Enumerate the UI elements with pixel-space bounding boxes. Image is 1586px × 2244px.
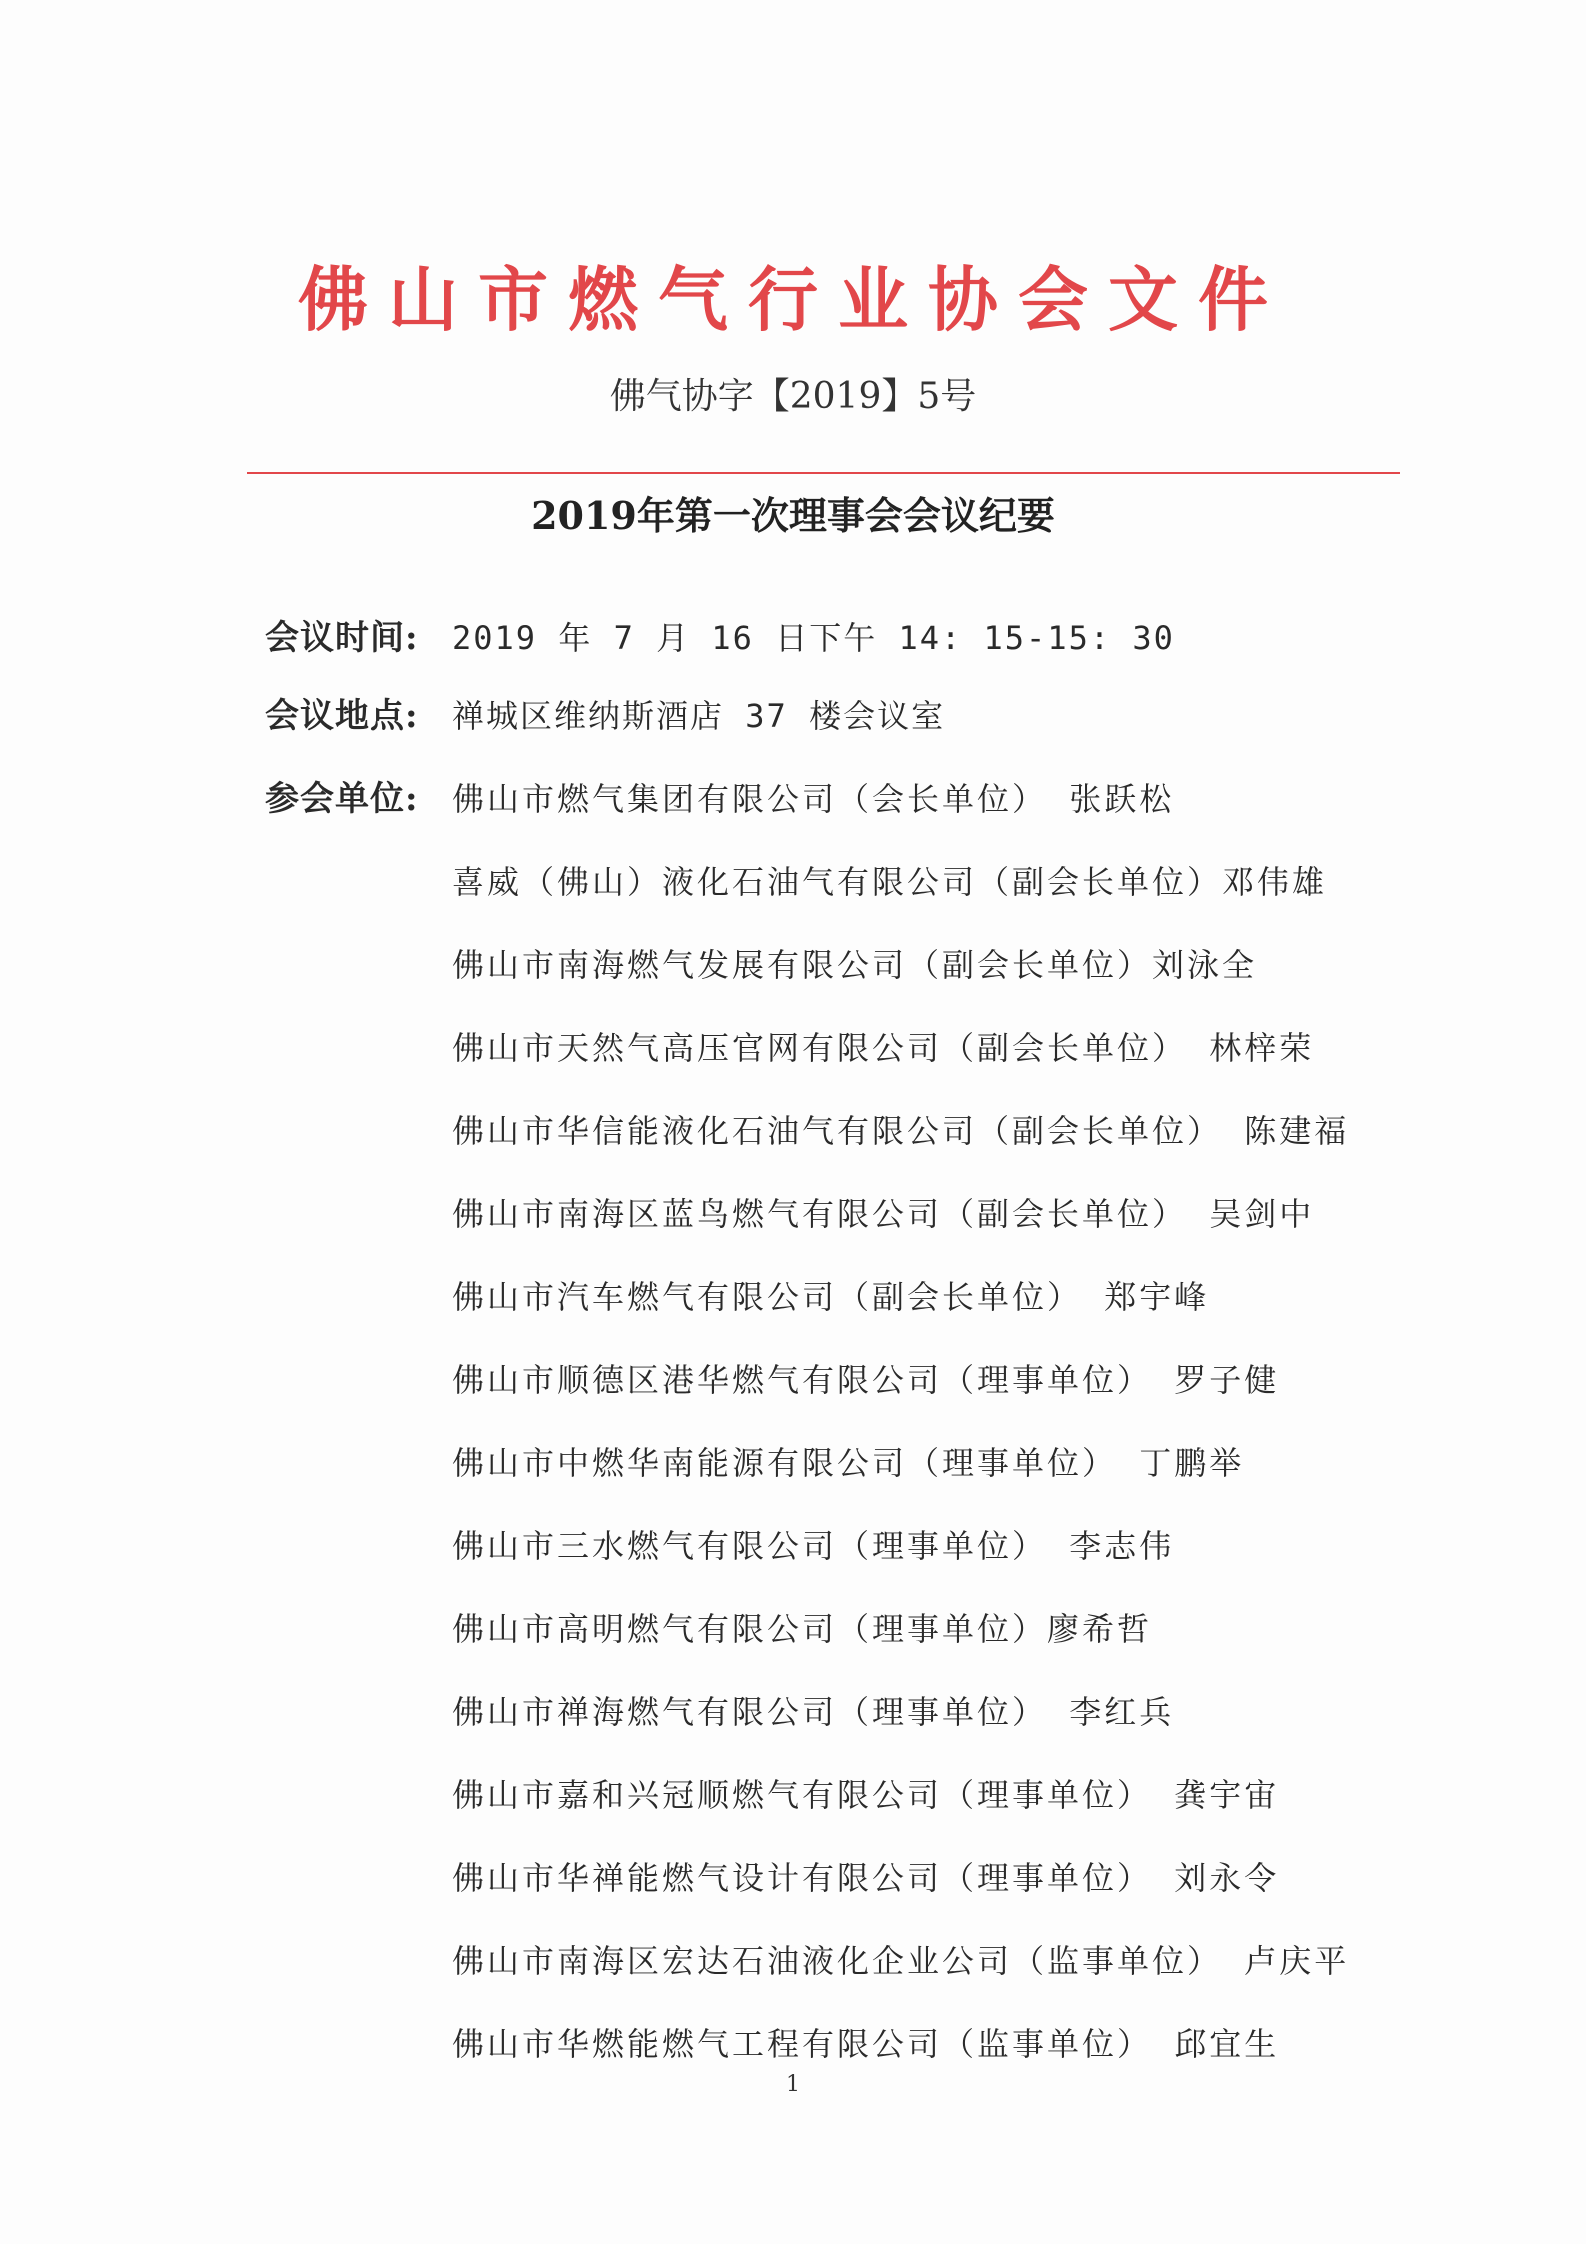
org-header-title: 佛山市燃气行业协会文件 — [298, 258, 1288, 341]
list-item: 佛山市顺德区港华燃气有限公司（理事单位） 罗子健 — [452, 1361, 1280, 1399]
list-item: 佛山市华燃能燃气工程有限公司（监事单位） 邱宜生 — [452, 2025, 1280, 2063]
attendee-list — [452, 780, 1350, 2101]
list-item: 佛山市高明燃气有限公司（理事单位）廖希哲 — [452, 1610, 1153, 1648]
list-item: 佛山市天然气高压官网有限公司（副会长单位） 林梓荣 — [452, 1029, 1315, 1067]
list-item: 佛山市华禅能燃气设计有限公司（理事单位） 刘永令 — [452, 1859, 1280, 1897]
list-item: 佛山市中燃华南能源有限公司（理事单位） 丁鹏举 — [452, 1444, 1245, 1482]
list-item: 佛山市嘉和兴冠顺燃气有限公司（理事单位） 龚宇宙 — [452, 1776, 1280, 1814]
document-title: 2019年第一次理事会会议纪要 — [531, 493, 1055, 538]
meeting-time-value: 2019 年 7 月 16 日下午 14: 15-15: 30 — [452, 619, 1175, 657]
meeting-place-row — [265, 690, 945, 742]
list-item: 喜威（佛山）液化石油气有限公司（副会长单位）邓伟雄 — [452, 863, 1328, 901]
meeting-place-value: 禅城区维纳斯酒店 37 楼会议室 — [452, 697, 946, 735]
list-item: 佛山市燃气集团有限公司（会长单位） 张跃松 — [452, 780, 1175, 818]
list-item: 佛山市南海区宏达石油液化企业公司（监事单位） 卢庆平 — [452, 1942, 1350, 1980]
meeting-time-row — [265, 612, 1175, 664]
list-item: 佛山市汽车燃气有限公司（副会长单位） 郑宇峰 — [452, 1278, 1210, 1316]
list-item: 佛山市华信能液化石油气有限公司（副会长单位） 陈建福 — [452, 1112, 1350, 1150]
attendees-row — [265, 773, 452, 825]
page-number: 1 — [786, 2072, 800, 2097]
list-item: 佛山市禅海燃气有限公司（理事单位） 李红兵 — [452, 1693, 1175, 1731]
list-item: 佛山市南海燃气发展有限公司（副会长单位）刘泳全 — [452, 946, 1258, 984]
attendees-label: 参会单位: — [265, 779, 419, 819]
document-number: 佛气协字【2019】5号 — [609, 376, 977, 417]
list-item: 佛山市南海区蓝鸟燃气有限公司（副会长单位） 吴剑中 — [452, 1195, 1315, 1233]
red-divider-line — [247, 472, 1400, 474]
meeting-place-label: 会议地点: — [265, 696, 419, 736]
list-item: 佛山市三水燃气有限公司（理事单位） 李志伟 — [452, 1527, 1175, 1565]
meeting-time-label: 会议时间: — [265, 618, 419, 658]
